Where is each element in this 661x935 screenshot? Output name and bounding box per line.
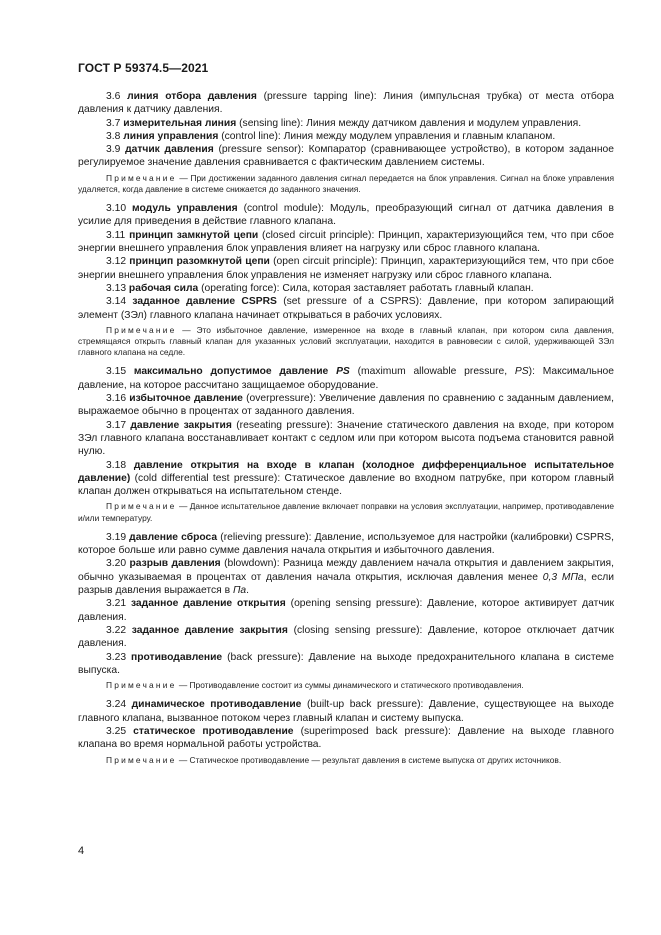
document-header: ГОСТ Р 59374.5—2021	[78, 61, 209, 75]
definition-3-20: 3.20 разрыв давления (blowdown): Разница между давлением начала открытия и давлением закрытия, обычно указываемая в процентах от давления начала открытия, исключая давления менее 0,3 МПа, если разрыв давления выражается в Па.	[78, 558, 614, 597]
note-4: Примечание — Противодавление состоит из суммы динамического и статического противодавления.	[106, 680, 524, 691]
note-3: Примечание — Данное испытательное давление включает поправки на условия эксплуатации, например, противодавление и/или температуру.	[78, 501, 614, 523]
definition-3-11: 3.11 принцип замкнутой цепи (closed circuit principle): Принцип, характеризующийся тем, что при сбое энергии внешнего управления блок управления влияет на нагрузку или сброс главного клапана.	[78, 229, 614, 255]
definition-3-16: 3.16 избыточное давление (overpressure): Увеличение давления по сравнению с заданным давлением, выражаемое обычно в процентах от заданного давления.	[78, 393, 614, 418]
definition-3-23: 3.23 противодавление (back pressure): Давление на выходе предохранительного клапана в системе выпуска.	[78, 651, 614, 676]
definition-3-8: 3.8 линия управления (control line): Линия между модулем управления и главным клапаном.	[106, 130, 556, 142]
definition-3-13: 3.13 рабочая сила (operating force): Сила, которая заставляет работать главный клапан.	[106, 282, 534, 294]
definition-3-24: 3.24 динамическое противодавление (built-up back pressure): Давление, существующее на выходе главного клапана, вызванное потоком через главный клапан и систему выпуска.	[78, 699, 614, 724]
document-body	[78, 90, 614, 773]
page-number: 4	[78, 845, 85, 857]
note-5: Примечание — Статическое противодавление — результат давления в системе выпуска от других источников.	[106, 754, 562, 765]
definition-3-19: 3.19 давление сброса (relieving pressure): Давление, используемое для настройки (калибровки) CSPRS, которое больше или равно сумме давления начала открытия и избыточного давления.	[78, 531, 614, 557]
definition-3-21: 3.21 заданное давление открытия (opening sensing pressure): Давление, которое активирует датчик давления.	[78, 598, 614, 623]
definition-3-12: 3.12 принцип разомкнутой цепи (open circuit principle): Принцип, характеризующийся тем, что при сбое энергии внешнего управления блок управления не изменяет нагрузку или сброс главного клапана.	[78, 256, 614, 281]
definition-3-6: 3.6 линия отбора давления (pressure tapping line): Линия (импульсная трубка) от места отбора давления к датчику давления.	[78, 91, 614, 116]
note-1: Примечание — При достижении заданного давления сигнал передается на блок управления. Сигнал на блоке управления удаляется, когда давление в системе снижается до заданного значения.	[78, 172, 615, 194]
definition-3-18: 3.18 давление открытия на входе в клапан (холодное дифференциальное испытательное давление) (cold differential test pressure): Статическое давление во входном патрубке, при котором главный клапан должен открываться на испытательном стенде.	[78, 459, 614, 498]
definition-3-10: 3.10 модуль управления (control module): Модуль, преобразующий сигнал от датчика давления в усилие для приведения в действие главного клапана.	[78, 203, 614, 228]
note-2: Примечание — Это избыточное давление, измеренное на входе в главный клапан, при котором сила давления, стремящаяся открыть главный клапан для указанных условий эксплуатации, находится в равновесии с силой, удерживающей ЗЭл главного клапана на седле.	[78, 324, 614, 358]
definition-3-7: 3.7 измерительная линия (sensing line): Линия между датчиком давления и модулем управления.	[106, 117, 582, 129]
definition-3-17: 3.17 давление закрытия (reseating pressure): Значение статического давления на входе, при котором ЗЭл главного клапана восстанавливает контакт с седлом или при котором высота подъема становится равной нулю.	[78, 419, 614, 458]
definition-3-14: 3.14 заданное давление CSPRS (set pressure of a CSPRS): Давление, при котором запирающий элемент (ЗЭл) главного клапана начинает открываться в рабочих условиях.	[78, 296, 614, 321]
definition-3-25: 3.25 статическое противодавление (superimposed back pressure): Давление на выходе главного клапана во время нормальной работы устройства.	[78, 725, 614, 751]
definition-3-15: 3.15 максимально допустимое давление PS (maximum allowable pressure, PS): Максимальное давление, на которое рассчитано защищаемое оборудование.	[78, 366, 614, 391]
definition-3-9: 3.9 датчик давления (pressure sensor): Компаратор (сравнивающее устройство), в котором заданное регулируемое значение давления сравнивается с фактическим давлением системы.	[78, 144, 614, 169]
definition-3-22: 3.22 заданное давление закрытия (closing sensing pressure): Давление, которое отключает датчик давления.	[78, 624, 614, 650]
